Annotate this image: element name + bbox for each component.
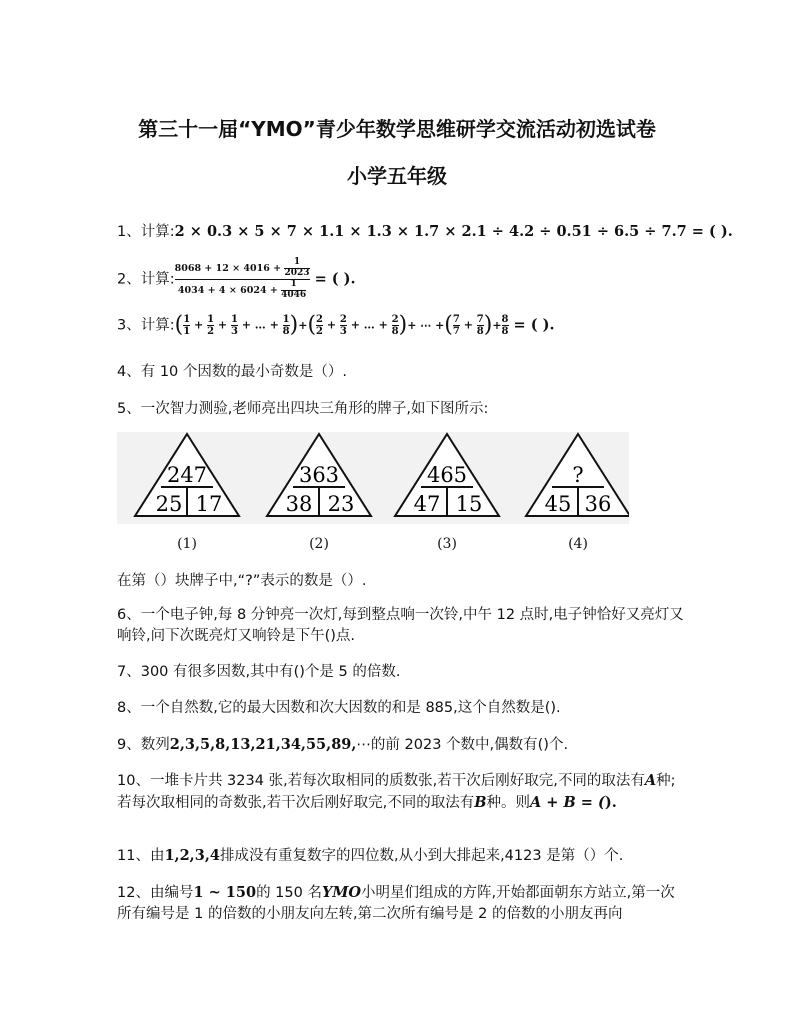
q2-num-frac-n: 1 [293,257,301,267]
q3-g2-close: ) [398,312,408,338]
q9-prefix: 9、数列 [117,737,170,753]
triangle-1-left: 25 [155,492,183,516]
q3-g3-a-d: 7 [452,326,460,337]
triangle-2-top: 363 [298,463,340,487]
q2-den-frac-n: 1 [290,278,297,289]
question-11 [117,846,687,866]
q3-g1-close: ) [289,312,299,338]
q10-part-d: ). [604,794,617,811]
triangle-2-right: 23 [327,492,355,516]
question-8: 8、一个自然数,它的最大因数和次大因数的和是 885,这个自然数是(). [117,700,561,716]
question-6: 6、一个电子钟,每 8 分钟亮一次灯,每到整点响一次铃,中午 12 点时,电子钟恰好又亮灯又响铃,问下次既亮灯又响铃是下午()点. [117,607,684,644]
q3-g2-z-n: 2 [391,314,399,325]
triangle-3-left: 47 [413,492,441,516]
q12-part-c: 小明星们组成的方阵,开始都面朝东方站立,第一次所有编号是 1 的倍数的小朋友向左转,第二次所有编号是 2 的倍数的小朋友再向 [117,885,675,922]
q2-numerator-text: 8068 + 12 × 4016 + [174,262,285,274]
q2-denominator [175,279,310,301]
question-1 [117,222,733,242]
triangle-3-top: 465 [426,463,468,487]
triangle-3-label: (3) [437,536,457,552]
q3-g2-b-n: 2 [339,314,347,325]
q2-denominator-text: 4034 + 4 × 6024 + [177,284,282,296]
q3-mid: + ⋯ + [407,318,445,332]
q3-prefix: 3、计算: [117,317,175,334]
q10-part-a: 10、一堆卡片共 3234 张,若每次取相同的质数张,若干次后刚好取完,不同的取法有 [117,773,645,789]
triangle-1-label: (1) [177,536,197,552]
q3-g1-b-d: 2 [207,326,215,337]
q2-main-fraction [175,258,310,301]
q3-plus: + [298,318,308,332]
q3-g1-a-n: 1 [183,314,191,325]
q12-part-b: 的 150 名 [256,885,322,901]
triangle-1-top: 247 [166,463,208,487]
triangle-2-left: 38 [285,492,313,516]
q3-g2-a-n: 2 [316,314,324,325]
q3-group-2: $\frac{2}{2}$ + $\frac{2}{3}$ + … + $\frac{2}{8}$ [316,314,399,337]
q2-den-frac-d: 4046 [281,289,307,300]
q3-group-1: $\frac{1}{1}$ + $\frac{1}{2}$ + $\frac{1}{3}$ + … + $\frac{1}{8}$ [183,314,290,337]
q3-g1-a-d: 1 [183,326,191,337]
q2-num-frac-d: 2023 [284,267,310,278]
q9-sequence: 2,3,5,8,13,21,34,55,89, [169,736,357,753]
q2-numerator [175,258,310,279]
question-2 [117,258,687,302]
q2-den-small-fraction [281,280,306,301]
page-subtitle: 小学五年级 [347,164,447,188]
triangle-4-right: 36 [584,492,612,516]
question-7: 7、300 有很多因数,其中有()个是 5 的倍数. [117,664,401,680]
q3-g2-b-d: 3 [339,326,347,337]
triangle-3 [395,434,499,516]
q3-g3-open: ( [444,312,453,338]
q3-g1-z-d: 8 [282,326,290,337]
q11-rest: 排成没有重复数字的四位数,从小到大排起来,4123 是第（）个. [219,848,624,864]
page-title: 第三十一届“YMO”青少年数学思维研学交流活动初选试卷 [138,117,656,141]
q10-expression: A + B = ( [529,794,605,811]
q10-part-b: 种;若每次取相同的奇数张,若干次后刚好取完,不同的取法有 [117,773,676,811]
q3-g3-b-d: 8 [476,326,484,337]
q2-prefix: 2、计算: [117,271,175,288]
question-5-followup: 在第（）块牌子中,“?”表示的数是（）. [117,573,367,589]
question-12 [117,882,687,925]
triangle-4-label: (4) [568,536,588,552]
q12-range: 1 ~ 150 [193,884,257,901]
question-4: 4、有 10 个因数的最小奇数是（）. [117,364,348,380]
triangle-4 [526,434,629,516]
question-10 [117,770,687,814]
question-3: 3、计算:( $\frac{1}{1}$ + $\frac{1}{2}$ + $\frac{1}{3}$ + … + $\frac{1}{8}$ )+( $\frac{2}{2}$ + $\frac{2}{3}$ + … + $\frac{2}{8}$ )+ ⋯ +( $\frac{7}{7}$ + $\frac{7}{8}$ )+ $\frac{8}{8}$ = ( ). [117,312,555,338]
triangle-2-label: (2) [309,536,329,552]
q10-var-a: A [644,772,657,789]
q3-suffix: = ( ). [508,316,555,334]
q3-g3-close: ) [483,312,493,338]
triangle-2 [267,434,371,516]
q12-name: YMO [321,884,362,901]
question-9 [117,735,687,755]
q3-g3-b-n: 7 [476,314,484,325]
q3-last-n: 8 [501,314,509,325]
triangle-4-left: 45 [544,492,572,516]
q3-g2-dots: + … + [346,318,392,332]
triangle-1 [135,434,239,516]
q3-g2-open: ( [307,312,317,338]
q3-g3-a-n: 7 [452,314,460,325]
q10-var-b: B [474,794,487,811]
q11-prefix: 11、由 [117,848,165,864]
q3-g1-c-n: 1 [230,314,238,325]
q3-g1-c-d: 3 [230,326,238,337]
q3-group-3: $\frac{7}{7}$ + $\frac{7}{8}$ [452,314,484,337]
q12-part-a: 12、由编号 [117,885,194,901]
q3-last-d: 8 [501,326,509,337]
q1-prefix: 1、计算: [117,224,175,240]
triangle-1-right: 17 [195,492,223,516]
triangle-4-top: ? [572,463,584,487]
q9-rest: ⋯的前 2023 个数中,偶数有()个. [356,737,569,753]
triangle-figure [117,432,629,524]
q3-g1-z-n: 1 [282,314,290,325]
q2-num-small-fraction [284,258,309,279]
triangle-3-right: 15 [455,492,483,516]
q10-part-c: 种。则 [486,795,530,811]
q3-g1-dots: + … + [237,318,283,332]
q3-g2-z-d: 8 [391,326,399,337]
q11-digits: 1,2,3,4 [164,847,220,864]
question-5: 5、一次智力测验,老师亮出四块三角形的牌子,如下图所示: [117,401,489,417]
q3-g1-b-n: 1 [207,314,215,325]
q3-g1-open: ( [174,312,184,338]
q1-expression: 2 × 0.3 × 5 × 7 × 1.1 × 1.3 × 1.7 × 2.1 ÷ 4.2 ÷ 0.51 ÷ 6.5 ÷ 7.7 = ( ). [174,223,733,240]
q2-suffix: = ( ). [309,270,356,288]
q3-g2-a-d: 2 [316,326,324,337]
